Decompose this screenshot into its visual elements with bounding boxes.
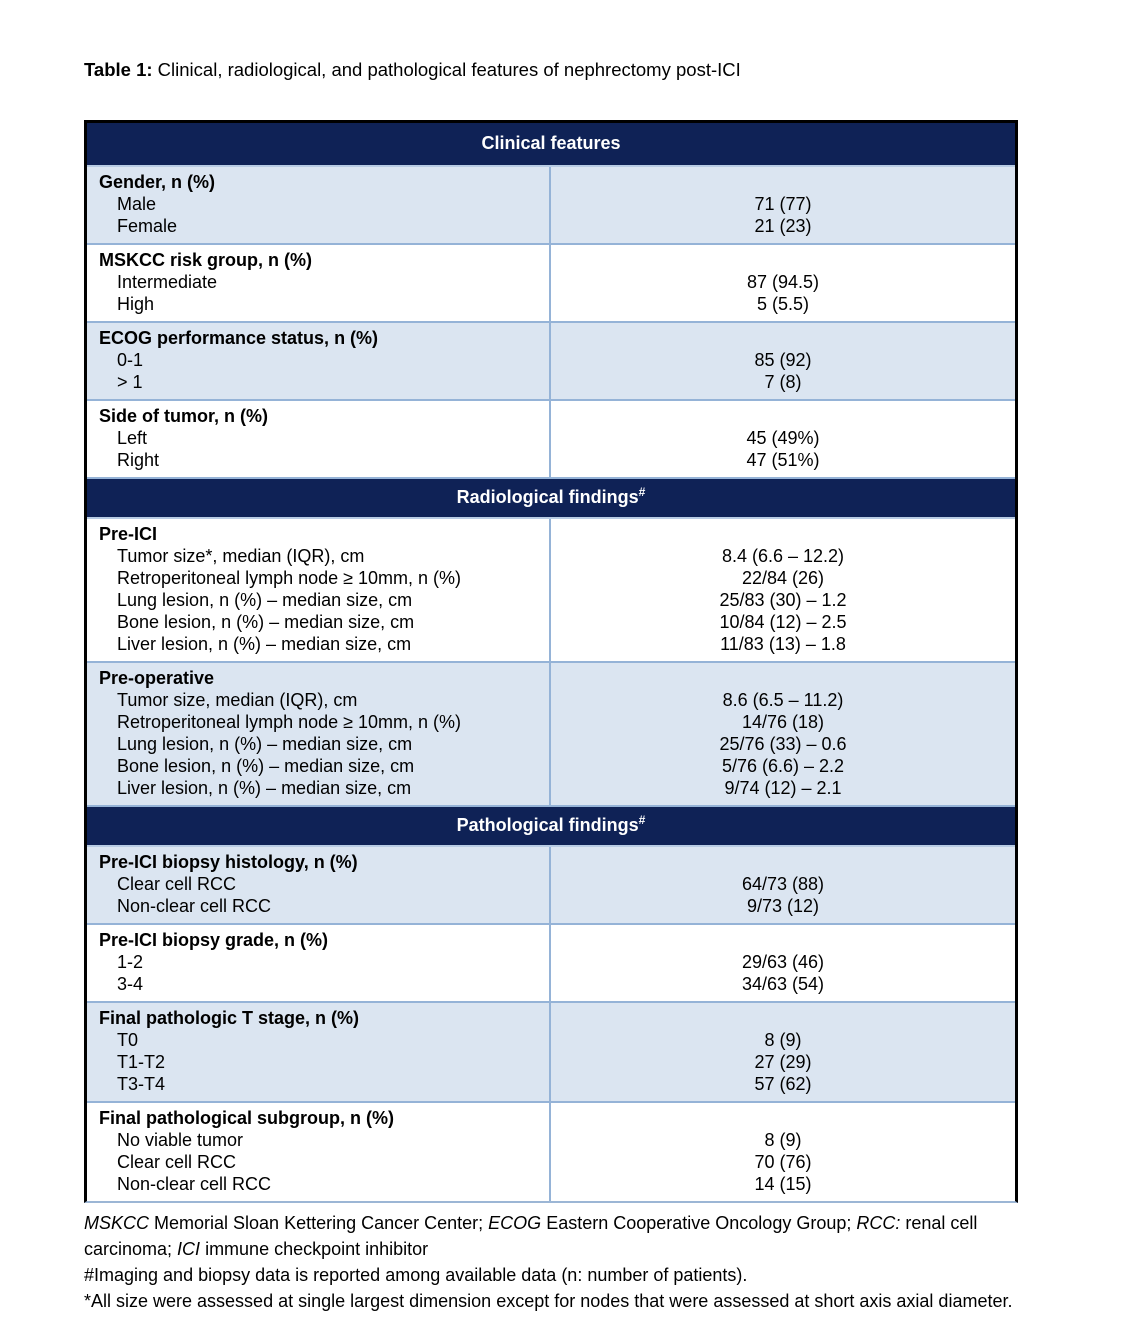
page-title: [84, 59, 1122, 81]
section-header-label: Radiological findings: [456, 487, 639, 507]
row-label: Tumor size*, median (IQR), cm: [87, 545, 551, 567]
row-label: Retroperitoneal lymph node ≥ 10mm, n (%): [87, 567, 551, 589]
row-value: 22/84 (26): [741, 568, 825, 588]
footnote-marker: #: [638, 813, 646, 827]
row-value: 47 (51%): [746, 450, 820, 470]
row-label: Non-clear cell RCC: [87, 1173, 551, 1201]
row-group-value-spacer: [551, 1003, 1015, 1029]
table-section: [87, 805, 1015, 1201]
row-value: 87 (94.5): [746, 272, 820, 292]
row-value: 14/76 (18): [741, 712, 825, 732]
footnote-text: *All size were assessed at single largest dimension except for nodes that were assessed at short axis axial diameter.: [84, 1291, 1013, 1311]
row-group-value-spacer: [551, 663, 1015, 689]
footnote-abbreviation: MSKCC: [84, 1213, 150, 1233]
row-group-label: Pre-ICI biopsy grade, n (%): [87, 925, 551, 951]
row-group-value-spacer: [551, 1103, 1015, 1129]
row-value: 8.4 (6.6 – 12.2): [721, 546, 845, 566]
row-label: No viable tumor: [87, 1129, 551, 1151]
row-label: Clear cell RCC: [87, 1151, 551, 1173]
footnote: [84, 1210, 1032, 1262]
row-value: 11/83 (13) – 1.8: [720, 634, 846, 654]
table-title-text: Clinical, radiological, and pathological features of nephrectomy post-ICI: [152, 59, 741, 80]
row-label: T0: [87, 1029, 551, 1051]
row-group: [87, 923, 1015, 1001]
row-value: 9/74 (12) – 2.1: [724, 778, 842, 798]
section-header-label: Clinical features: [481, 133, 621, 153]
row-group-label: MSKCC risk group, n (%): [87, 245, 551, 271]
row-group-value-spacer: [551, 401, 1015, 427]
row-group-label: Pre-operative: [87, 663, 551, 689]
footnote-text: renal cell carcinoma;: [84, 1213, 978, 1259]
row-label: Left: [87, 427, 551, 449]
row-group-value-spacer: [551, 847, 1015, 873]
row-group: [87, 399, 1015, 477]
row-label: Retroperitoneal lymph node ≥ 10mm, n (%): [87, 711, 551, 733]
row-group-label: Gender, n (%): [87, 167, 551, 193]
row-label: Clear cell RCC: [87, 873, 551, 895]
row-group-value-spacer: [551, 519, 1015, 545]
row-value: 8 (9): [764, 1030, 802, 1050]
row-value: 5 (5.5): [756, 294, 810, 314]
row-group: [87, 1001, 1015, 1101]
row-value: 34/63 (54): [741, 974, 825, 994]
row-value: 5/76 (6.6) – 2.2: [721, 756, 845, 776]
row-label: Liver lesion, n (%) – median size, cm: [87, 777, 551, 805]
row-group: [87, 661, 1015, 805]
footnote-abbreviation: ECOG: [488, 1213, 542, 1233]
row-value: 45 (49%): [746, 428, 820, 448]
row-label: 1-2: [87, 951, 551, 973]
row-label: Lung lesion, n (%) – median size, cm: [87, 589, 551, 611]
row-group-label: Pre-ICI biopsy histology, n (%): [87, 847, 551, 873]
row-label: Intermediate: [87, 271, 551, 293]
row-value: 8.6 (6.5 – 11.2): [722, 690, 844, 710]
row-label: 3-4: [87, 973, 551, 1001]
row-group: [87, 243, 1015, 321]
row-group: [87, 847, 1015, 923]
table-section: [87, 477, 1015, 805]
footnote-text: Memorial Sloan Kettering Cancer Center;: [149, 1213, 489, 1233]
row-group: [87, 519, 1015, 661]
row-group-value-spacer: [551, 323, 1015, 349]
row-value: 27 (29): [754, 1052, 812, 1072]
row-label: Tumor size, median (IQR), cm: [87, 689, 551, 711]
table-number-label: Table 1:: [84, 59, 153, 80]
row-group: [87, 167, 1015, 243]
row-group-label: ECOG performance status, n (%): [87, 323, 551, 349]
row-group-label: Final pathologic T stage, n (%): [87, 1003, 551, 1029]
features-table: [84, 120, 1018, 1203]
row-label: Bone lesion, n (%) – median size, cm: [87, 611, 551, 633]
table-section: [87, 123, 1015, 477]
row-group-label: Side of tumor, n (%): [87, 401, 551, 427]
footnote-abbreviation: RCC:: [856, 1213, 901, 1233]
row-value: 64/73 (88): [741, 874, 825, 894]
section-header: [87, 805, 1015, 847]
row-group-value-spacer: [551, 245, 1015, 271]
row-label: Male: [87, 193, 551, 215]
row-label: 0-1: [87, 349, 551, 371]
row-value: 9/73 (12): [746, 896, 820, 916]
footnote: [84, 1262, 1032, 1288]
row-group-value-spacer: [551, 925, 1015, 951]
row-value: 21 (23): [754, 216, 812, 236]
row-value: 71 (77): [754, 194, 812, 214]
footnote-text: immune checkpoint inhibitor: [200, 1239, 429, 1259]
row-value: 8 (9): [764, 1130, 802, 1150]
row-label: Female: [87, 215, 551, 243]
row-label: Non-clear cell RCC: [87, 895, 551, 923]
section-header: [87, 123, 1015, 167]
row-group-value-spacer: [551, 167, 1015, 193]
footnote-marker: #: [638, 485, 646, 499]
row-value: 10/84 (12) – 2.5: [719, 612, 847, 632]
row-group-label: Pre-ICI: [87, 519, 551, 545]
row-label: T3-T4: [87, 1073, 551, 1101]
row-label: Right: [87, 449, 551, 477]
footnote-text: #Imaging and biopsy data is reported among available data (n: number of patients).: [84, 1265, 748, 1285]
row-group: [87, 321, 1015, 399]
row-value: 25/76 (33) – 0.6: [719, 734, 847, 754]
row-value: 29/63 (46): [741, 952, 825, 972]
row-value: 57 (62): [754, 1074, 812, 1094]
section-header: [87, 477, 1015, 519]
table-footnotes: [84, 1210, 1032, 1314]
row-group: [87, 1101, 1015, 1201]
row-label: Lung lesion, n (%) – median size, cm: [87, 733, 551, 755]
row-value: 70 (76): [754, 1152, 812, 1172]
row-label: > 1: [87, 371, 551, 399]
row-value: 85 (92): [754, 350, 812, 370]
row-label: Liver lesion, n (%) – median size, cm: [87, 633, 551, 661]
footnote: [84, 1288, 1032, 1314]
row-value: 7 (8): [764, 372, 802, 392]
row-value: 25/83 (30) – 1.2: [719, 590, 847, 610]
row-group-label: Final pathological subgroup, n (%): [87, 1103, 551, 1129]
footnote-text: Eastern Cooperative Oncology Group;: [541, 1213, 857, 1233]
row-label: Bone lesion, n (%) – median size, cm: [87, 755, 551, 777]
row-label: T1-T2: [87, 1051, 551, 1073]
row-value: 14 (15): [754, 1174, 812, 1194]
section-header-label: Pathological findings: [456, 815, 639, 835]
row-label: High: [87, 293, 551, 321]
footnote-abbreviation: ICI: [177, 1239, 201, 1259]
